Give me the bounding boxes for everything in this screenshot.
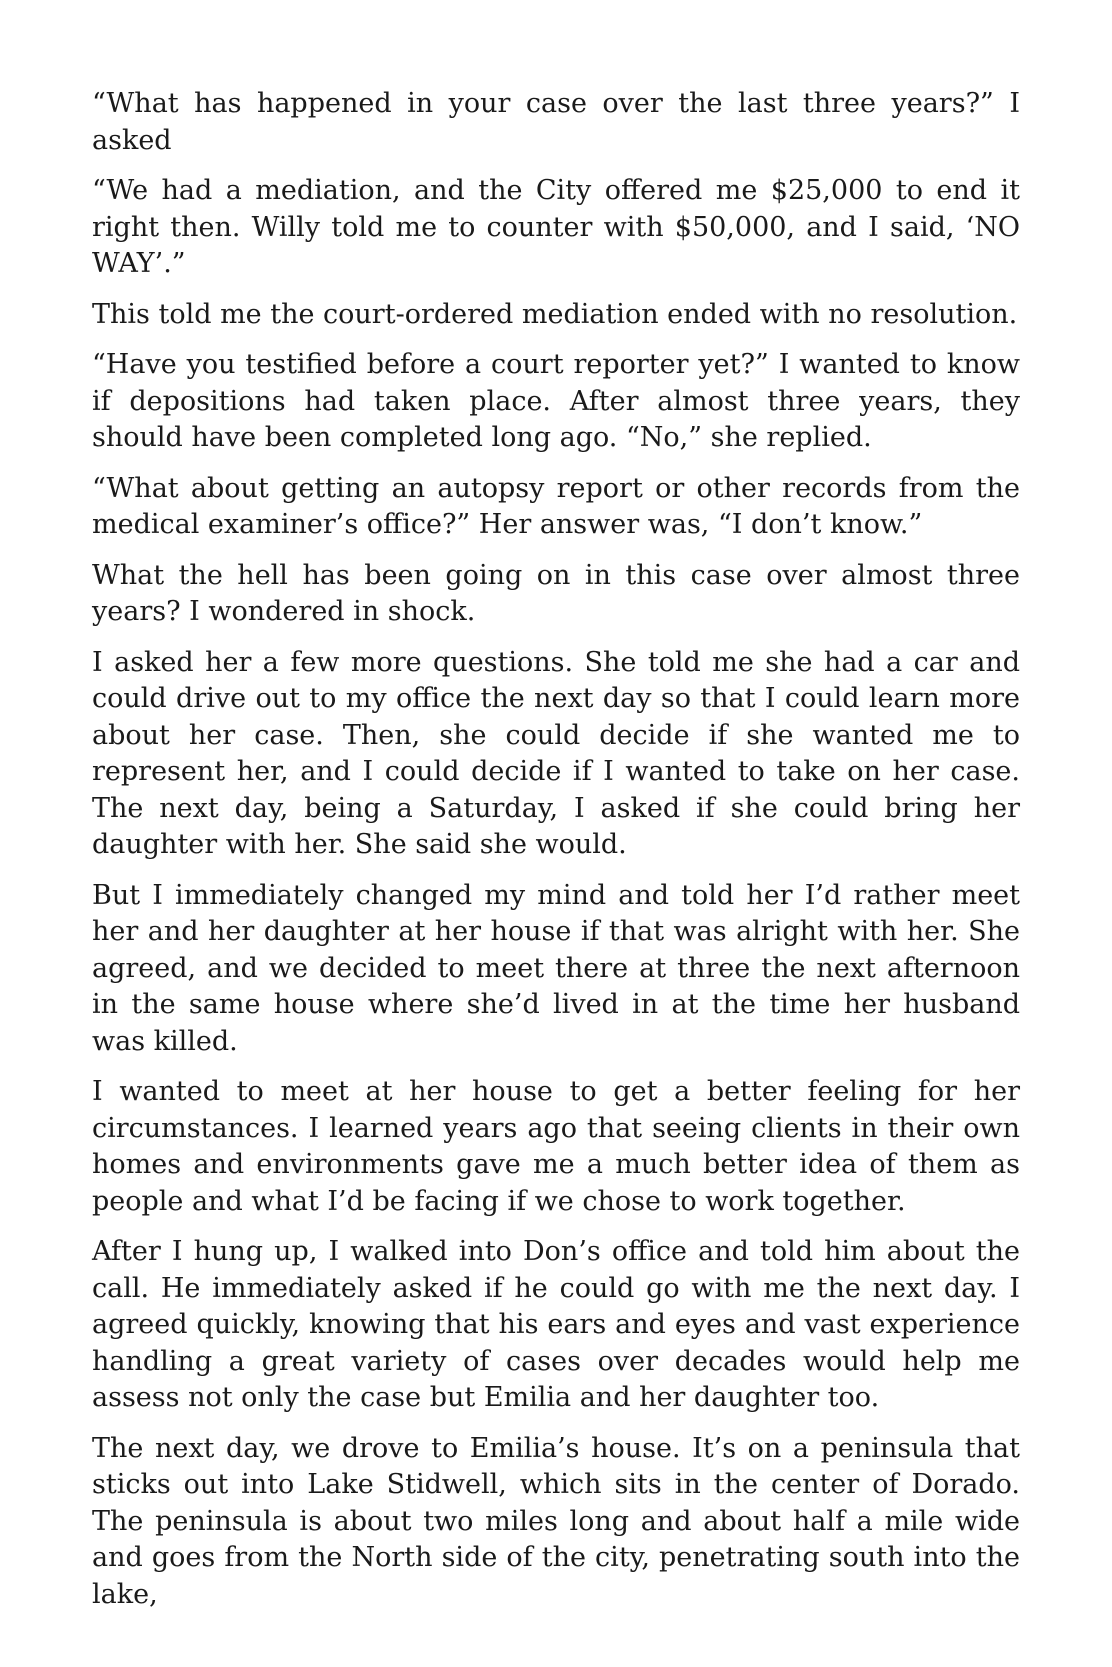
paragraph: “Have you testified before a court reporter yet?” I wanted to know if depositions had taken place. After almost three years, they should have been completed long ago. “No,” she replied. bbox=[92, 349, 1020, 453]
paragraph: “What has happened in your case over the last three years?” I asked bbox=[92, 88, 1020, 156]
paragraph: “What about getting an autopsy report or other records from the medical examiner’s office?” Her answer was, “I don’t know.” bbox=[92, 472, 1020, 540]
paragraph: This told me the court-ordered mediation ended with no resolution. bbox=[92, 298, 1018, 330]
paragraph: After I hung up, I walked into Don’s office and told him about the call. He immediately asked if he could go with me the next day. I agreed quickly, knowing that his ears and eyes and vast experience handling a great variety of cases over decades would help me assess not only the case but Emilia and her daughter too. bbox=[92, 1236, 1020, 1413]
page-body bbox=[92, 86, 1020, 1627]
paragraph: I asked her a few more questions. She told me she had a car and could drive out to my office the next day so that I could learn more about her case. Then, she could decide if she wanted me to represent her, and I could decide if I wanted to take on her case. The next day, being a Saturday, I asked if she could bring her daughter with her. She said she would. bbox=[92, 646, 1020, 860]
paragraph: The next day, we drove to Emilia’s house. It’s on a peninsula that sticks out into Lake Stidwell, which sits in the center of Dorado. The peninsula is about two miles long and about half a mile wide and goes from the North side of the city, penetrating south into the lake, bbox=[92, 1432, 1020, 1610]
paragraph: What the hell has been going on in this case over almost three years? I wondered in shock. bbox=[92, 559, 1020, 627]
paragraph: But I immediately changed my mind and told her I’d rather meet her and her daughter at her house if that was alright with her. She agreed, and we decided to meet there at three the next afternoon in the same house where she’d lived in at the time her husband was killed. bbox=[92, 879, 1020, 1057]
paragraph: “We had a mediation, and the City offered me $25,000 to end it right then. Willy told me to counter with $50,000, and I said, ‘NO WAY’.” bbox=[92, 175, 1020, 279]
paragraph: I wanted to meet at her house to get a better feeling for her circumstances. I learned years ago that seeing clients in their own homes and environments gave me a much better idea of them as people and what I’d be facing if we chose to work together. bbox=[92, 1076, 1020, 1217]
